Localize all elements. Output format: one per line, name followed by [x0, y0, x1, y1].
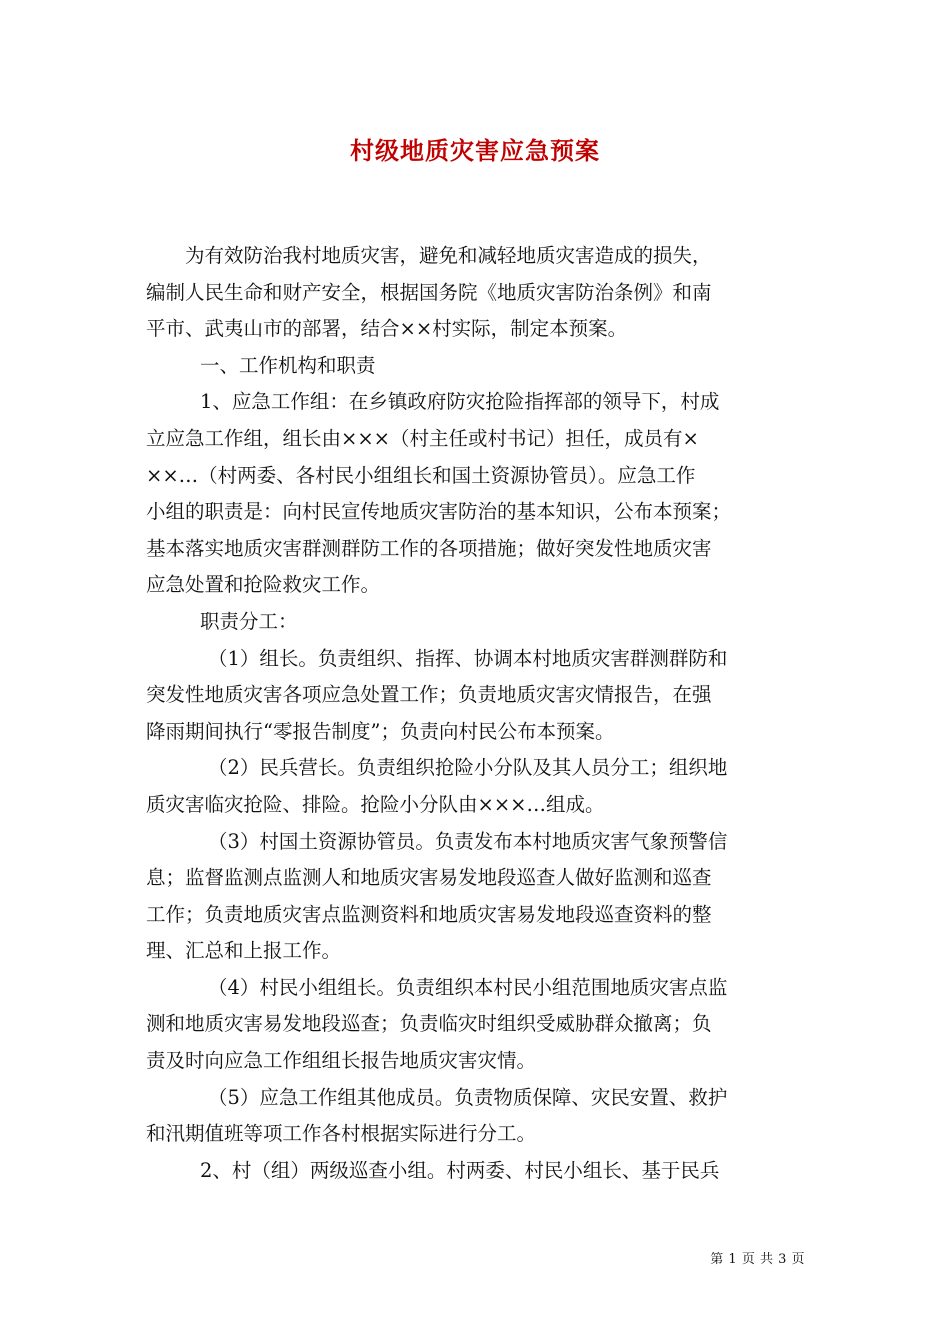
body-line: 平市、武夷山市的部署，结合××村实际，制定本预案。 — [146, 317, 628, 341]
body-line: （2）民兵营长。负责组织抢险小分队及其人员分工；组织地 — [208, 756, 728, 780]
page-title: 村级地质灾害应急预案 — [350, 137, 600, 165]
body-line: 立应急工作组，组长由×××（村主任或村书记）担任，成员有× — [146, 426, 699, 450]
body-line: 质灾害临灾抢险、排险。抢险小分队由×××…组成。 — [146, 792, 605, 816]
body-line: 测和地质灾害易发地段巡查；负责临灾时组织受威胁群众撤离；负 — [146, 1012, 712, 1036]
body-line: （4）村民小组组长。负责组织本村民小组范围地质灾害点监 — [208, 975, 728, 999]
body-line: 工作；负责地质灾害点监测资料和地质灾害易发地段巡查资料的整 — [146, 902, 712, 926]
document-body — [146, 238, 808, 1189]
page-number: 第 1 页 共 3 页 — [710, 1252, 805, 1267]
body-line: 1、应急工作组：在乡镇政府防灾抢险指挥部的领导下，村成 — [200, 390, 720, 414]
body-line: 小组的职责是：向村民宣传地质灾害防治的基本知识，公布本预案； — [146, 500, 732, 524]
body-line: ××…（村两委、各村民小组组长和国土资源协管员）。应急工作 — [146, 463, 696, 487]
body-line: （5）应急工作组其他成员。负责物质保障、灾民安置、救护 — [208, 1085, 728, 1109]
body-line: 息；监督监测点监测人和地质灾害易发地段巡查人做好监测和巡查 — [146, 866, 712, 890]
body-line: （1）组长。负责组织、指挥、协调本村地质灾害群测群防和 — [208, 646, 728, 670]
body-line: 和汛期值班等项工作各村根据实际进行分工。 — [146, 1122, 537, 1146]
body-line: 责及时向应急工作组组长报告地质灾害灾情。 — [146, 1049, 537, 1073]
body-line: 理、汇总和上报工作。 — [146, 939, 342, 963]
subsection-heading: 职责分工： — [200, 609, 298, 633]
body-line: 编制人民生命和财产安全，根据国务院《地质灾害防治条例》和南 — [146, 280, 712, 304]
body-line: 突发性地质灾害各项应急处置工作；负责地质灾害灾情报告，在强 — [146, 683, 712, 707]
body-line: 降雨期间执行“零报告制度”；负责向村民公布本预案。 — [146, 719, 615, 743]
body-line: 2、村（组）两级巡查小组。村两委、村民小组长、基于民兵 — [200, 1158, 720, 1182]
section-heading: 一、工作机构和职责 — [200, 353, 376, 377]
body-line: 为有效防治我村地质灾害，避免和减轻地质灾害造成的损失， — [185, 244, 712, 267]
body-line: 应急处置和抢险救灾工作。 — [146, 573, 381, 597]
body-line: （3）村国土资源协管员。负责发布本村地质灾害气象预警信 — [208, 829, 728, 853]
body-line: 基本落实地质灾害群测群防工作的各项措施；做好突发性地质灾害 — [146, 536, 712, 560]
